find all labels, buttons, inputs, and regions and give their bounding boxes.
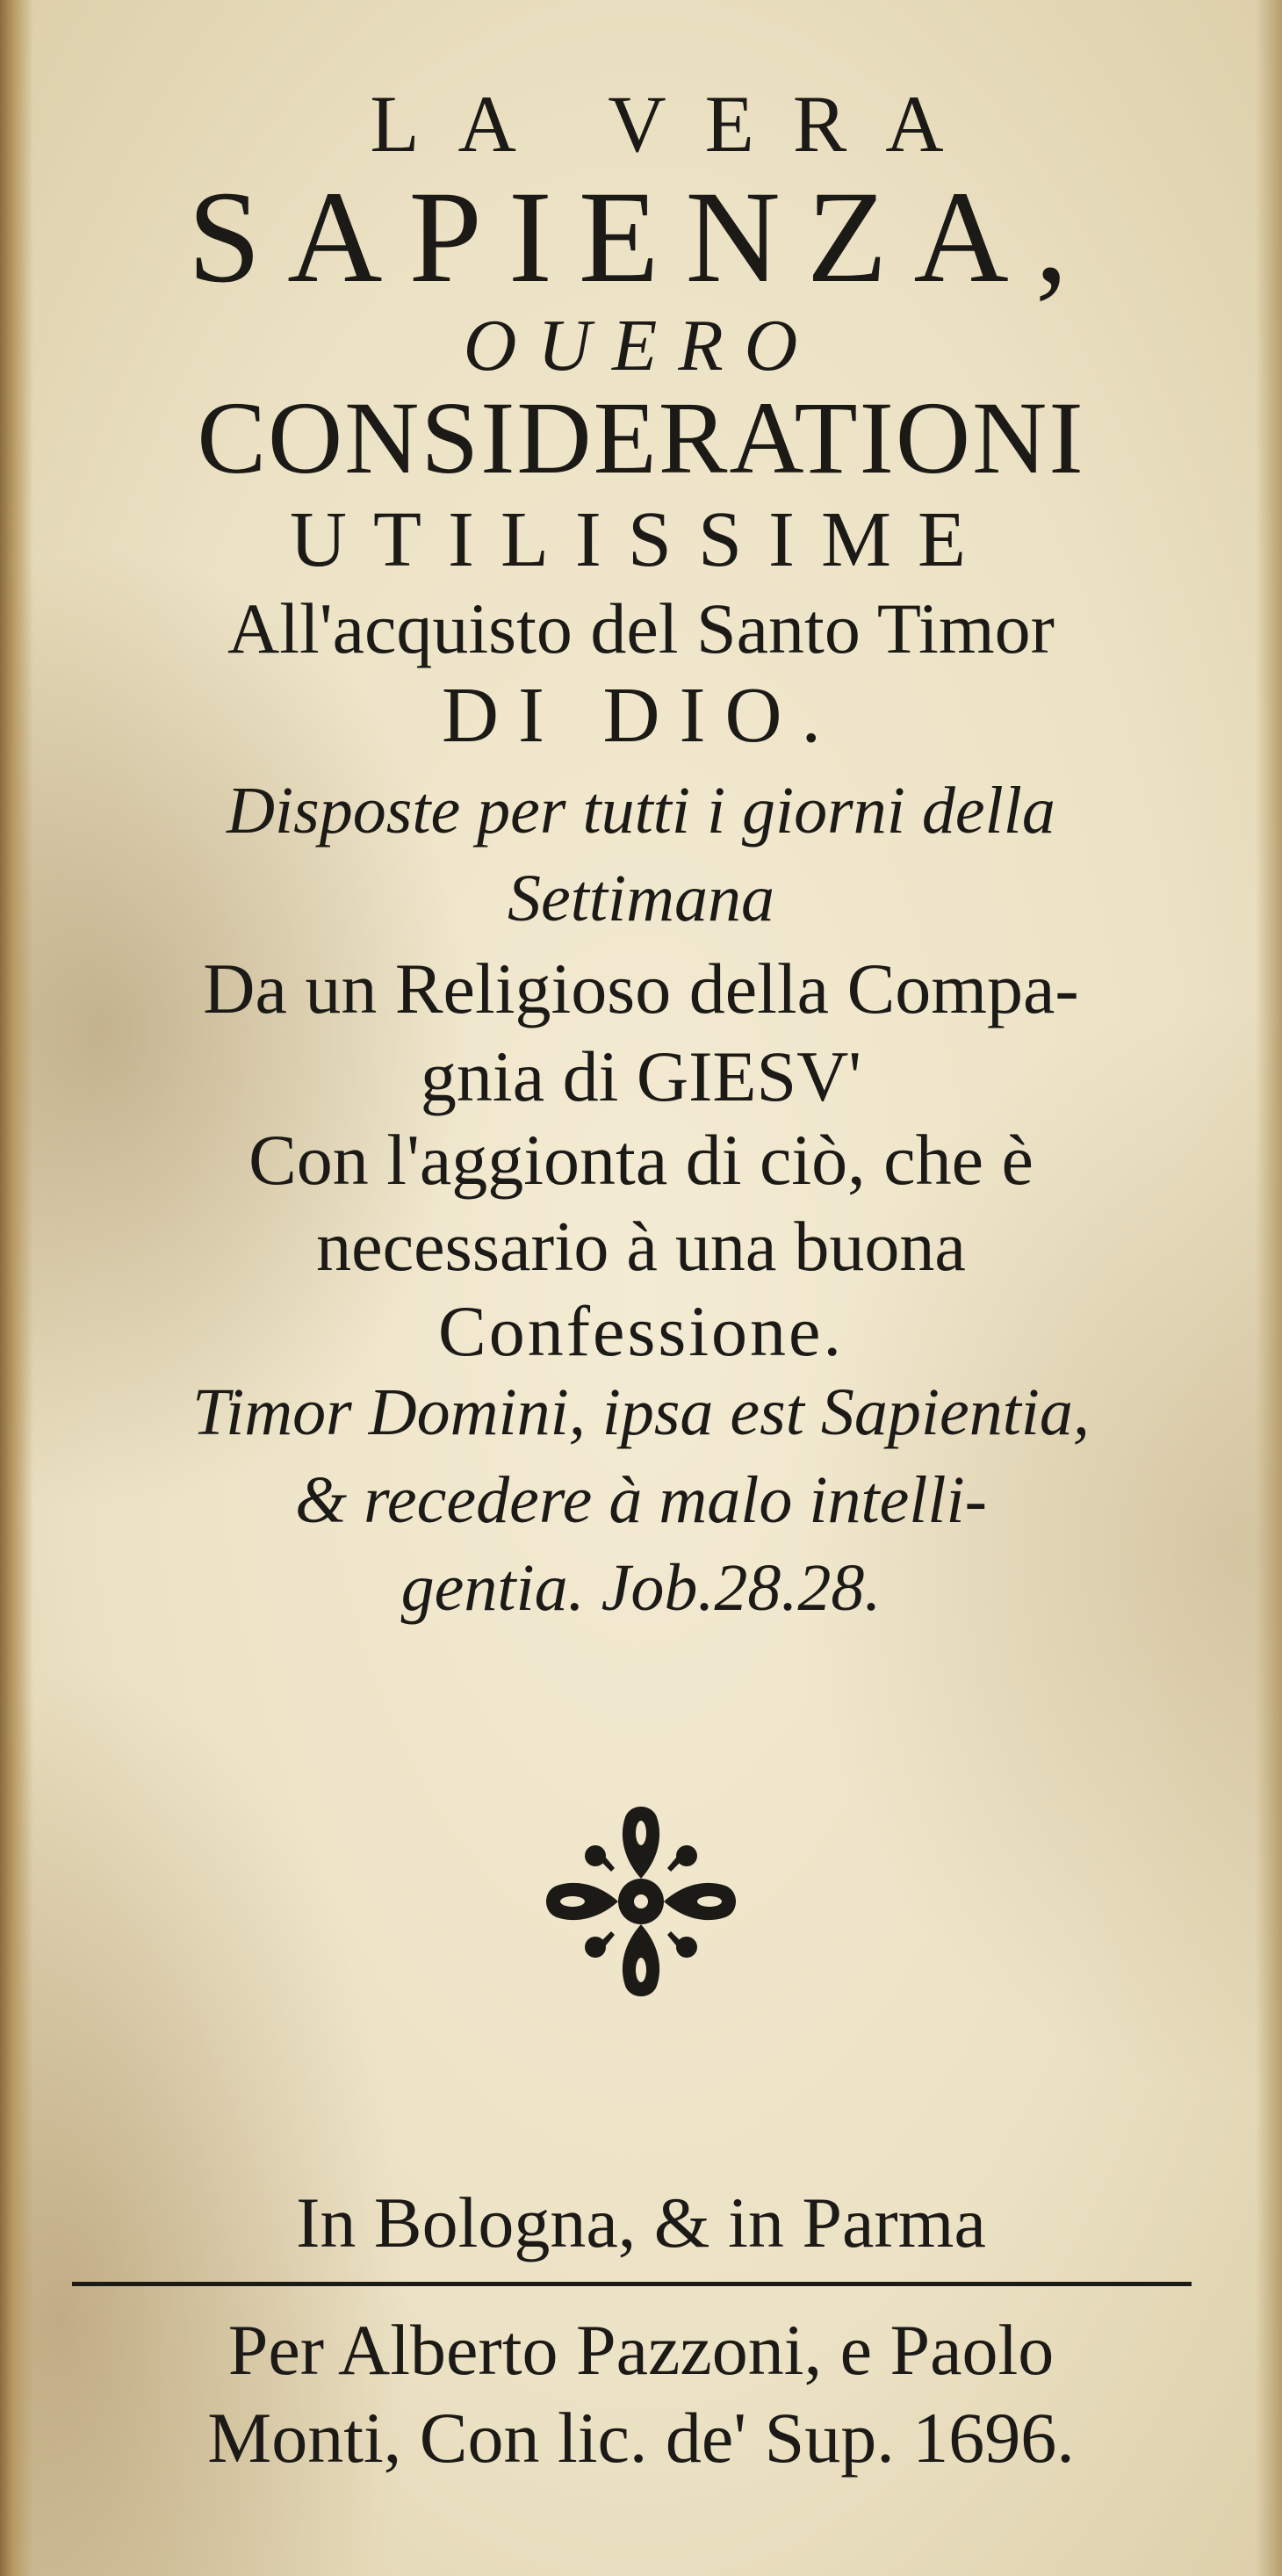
title-line-utilissime: UTILISSIME: [290, 496, 992, 583]
author-line-religioso: Da un Religioso della Compa-: [203, 949, 1079, 1028]
epigraph-line-job: gentia. Job.28.28.: [400, 1551, 882, 1625]
title-line-acquisto: All'acquisto del Santo Timor: [227, 588, 1055, 668]
subtitle-line-disposte: Disposte per tutti i giorni della: [227, 774, 1055, 848]
imprint-license-date: Monti, Con lic. de' Sup. 1696.: [207, 2398, 1075, 2478]
addition-line-aggionta: Con l'aggionta di ciò, che è: [248, 1120, 1034, 1200]
imprint-place: In Bologna, & in Parma: [296, 2183, 986, 2262]
floral-ornament-icon: [527, 1787, 755, 2016]
imprint-rule: [72, 2282, 1192, 2286]
epigraph-line-recedere: & recedere à malo intelli-: [295, 1463, 987, 1537]
title-line-ouero: OUERO: [463, 305, 819, 386]
addition-line-necessario: necessario à una buona: [316, 1209, 966, 1286]
title-line-considerationi: CONSIDERATIONI: [197, 380, 1085, 495]
addition-line-confessione: Confessione.: [438, 1291, 844, 1371]
author-line-giesu: gnia di GIESV': [420, 1036, 862, 1116]
title-line-sapienza: SAPIENZA,: [187, 164, 1095, 310]
title-line-la-vera: LA VERA: [370, 79, 983, 169]
subtitle-line-settimana: Settimana: [508, 862, 774, 935]
title-line-di-dio: DI DIO.: [442, 672, 840, 759]
imprint-printer: Per Alberto Pazzoni, e Paolo: [227, 2310, 1055, 2390]
epigraph-line-timor: Timor Domini, ipsa est Sapientia,: [192, 1375, 1090, 1449]
